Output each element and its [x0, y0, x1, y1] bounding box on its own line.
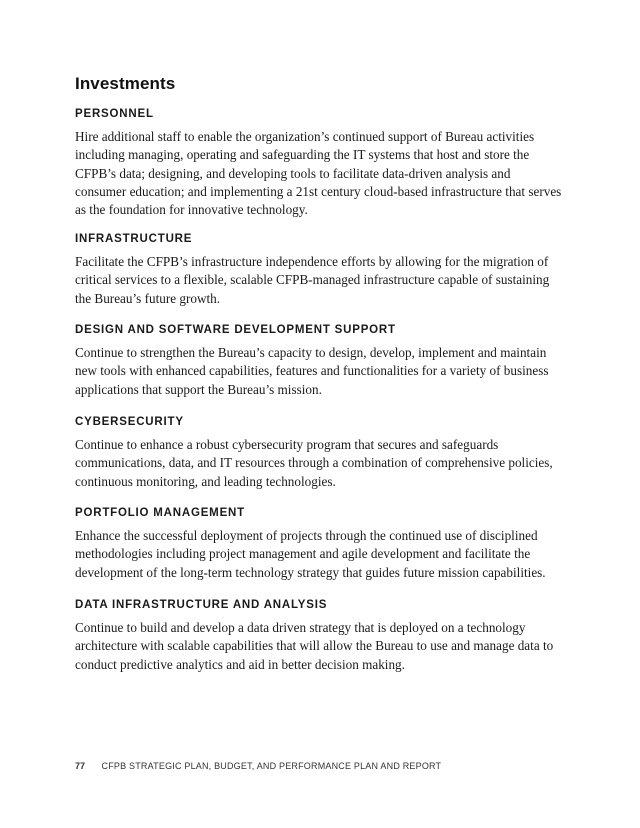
section-design-software: [75, 324, 565, 399]
section-heading: CYBERSECURITY: [75, 416, 184, 428]
section-body: Continue to build and develop a data driven strategy that is deployed on a technology architecture with scalable capabilities that will allow the Bureau to use and manage data to conduct predictive analytics and aid in better decision making.: [75, 620, 554, 672]
section-body: Hire additional staff to enable the organization’s continued support of Bureau activities including managing, operating and safeguarding the IT systems that host and store the CFPB’s data; designing, and developing tools to facilitate data-driven analysis and consumer education; and implementing a 21st century cloud-based infrastructure that serves as the foundation for innovative technology.: [75, 129, 562, 218]
section-heading: PORTFOLIO MANAGEMENT: [75, 507, 245, 519]
footer-report-title: CFPB STRATEGIC PLAN, BUDGET, AND PERFORMANCE PLAN AND REPORT: [101, 761, 442, 771]
section-body: Enhance the successful deployment of projects through the continued use of disciplined methodologies including project management and agile development and facilitate the development of the long-term technology strategy that guides future mission capabilities.: [75, 528, 546, 580]
section-body: Facilitate the CFPB’s infrastructure independence efforts by allowing for the migration of critical services to a flexible, scalable CFPB-managed infrastructure capable of sustaining the Bureau’s future growth.: [75, 254, 550, 306]
section-personnel: [75, 108, 565, 219]
section-heading: DATA INFRASTRUCTURE AND ANALYSIS: [75, 599, 328, 611]
section-body: Continue to strengthen the Bureau’s capacity to design, develop, implement and maintain new tools with enhanced capabilities, features and functionalities for a variety of business applications that support the Bureau’s mission.: [75, 345, 549, 397]
section-heading: PERSONNEL: [75, 108, 154, 120]
page-number: 77: [75, 761, 86, 771]
section-body: Continue to enhance a robust cybersecurity program that secures and safeguards communications, data, and IT resources through a combination of comprehensive policies, continuous monitoring, and leading technologies.: [75, 437, 553, 489]
section-heading: INFRASTRUCTURE: [75, 233, 193, 245]
section-cybersecurity: [75, 416, 565, 491]
section-data-infrastructure: [75, 599, 565, 674]
page-footer: [75, 761, 441, 771]
section-portfolio-management: [75, 507, 565, 582]
section-infrastructure: [75, 233, 565, 308]
page-title: Investments: [75, 74, 176, 93]
section-heading: DESIGN AND SOFTWARE DEVELOPMENT SUPPORT: [75, 324, 396, 336]
